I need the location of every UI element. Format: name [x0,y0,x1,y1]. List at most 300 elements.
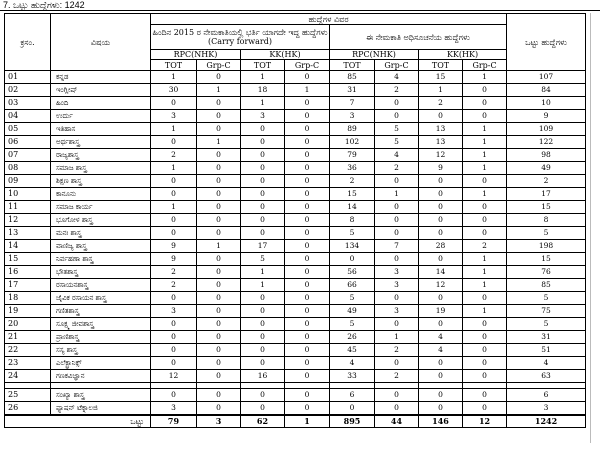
row-value-cell: 0 [375,110,419,123]
row-sl-no: 12 [5,214,51,227]
row-value-cell: 0 [419,227,463,240]
row-total-cell: 76 [507,266,586,279]
row-value-cell: 5 [375,123,419,136]
row-value-cell: 0 [463,331,507,344]
row-value-cell: 1 [463,136,507,149]
row-value-cell: 5 [330,292,375,305]
total-cell: 3 [197,415,241,428]
row-value-cell: 0 [285,357,330,370]
row-sl-no: 10 [5,188,51,201]
row-total-cell: 49 [507,162,586,175]
row-value-cell: 0 [241,344,285,357]
row-value-cell: 12 [419,149,463,162]
row-value-cell: 0 [197,214,241,227]
row-subject: ಉರ್ದು [51,110,151,123]
col-vacancy-details: ಹುದ್ದೆಗಳ ವಿವರ [151,14,507,25]
row-total-cell: 8 [507,214,586,227]
row-value-cell: 0 [151,97,197,110]
col-total-posts: ಒಟ್ಟು ಹುದ್ದೆಗಳು [507,14,586,71]
row-value-cell: 89 [330,123,375,136]
row-value-cell: 6 [330,389,375,402]
row-value-cell: 0 [285,214,330,227]
row-value-cell: 8 [330,214,375,227]
row-value-cell: 0 [241,389,285,402]
row-value-cell: 0 [375,175,419,188]
row-value-cell: 45 [330,344,375,357]
row-value-cell: 0 [419,214,463,227]
row-sl-no: 01 [5,71,51,84]
row-value-cell: 0 [197,344,241,357]
vacancy-table-container [4,13,585,428]
table-row [5,162,586,175]
table-row [5,97,586,110]
row-subject: ಕನ್ನಡ [51,71,151,84]
row-total-cell: 9 [507,110,586,123]
row-value-cell: 15 [330,188,375,201]
total-cell: 79 [151,415,197,428]
row-value-cell: 102 [330,136,375,149]
row-value-cell: 0 [463,402,507,416]
row-value-cell: 0 [197,149,241,162]
row-value-cell: 1 [197,240,241,253]
row-subject: ಎಲೆಕ್ಟ್ರಾನಿಕ್ಸ್ [51,357,151,370]
row-value-cell: 1 [151,123,197,136]
table-header [5,14,586,71]
row-value-cell: 0 [463,175,507,188]
row-sl-no: 11 [5,201,51,214]
row-value-cell: 0 [375,201,419,214]
row-value-cell: 1 [463,162,507,175]
row-value-cell: 0 [419,402,463,416]
table-row [5,318,586,331]
row-value-cell: 2 [375,344,419,357]
table-row [5,344,586,357]
row-value-cell: 0 [197,370,241,383]
row-value-cell: 0 [197,357,241,370]
total-cell: 1 [285,415,330,428]
row-value-cell: 13 [419,123,463,136]
row-value-cell: 3 [375,279,419,292]
row-value-cell: 5 [241,253,285,266]
row-subject: ಮನಃ ಶಾಸ್ತ್ರ [51,227,151,240]
row-value-cell: 0 [463,97,507,110]
row-total-cell: 198 [507,240,586,253]
row-value-cell: 0 [463,292,507,305]
row-value-cell: 0 [419,253,463,266]
row-value-cell: 79 [330,149,375,162]
row-value-cell: 0 [285,389,330,402]
col-current-notification: ಈ ನೇಮಕಾತಿ ಅಧಿಸೂಚನೆಯ ಹುದ್ದೆಗಳು [330,25,507,50]
row-value-cell: 0 [197,292,241,305]
row-value-cell: 0 [463,344,507,357]
row-value-cell: 0 [285,188,330,201]
table-row [5,110,586,123]
row-value-cell: 5 [330,227,375,240]
row-value-cell: 26 [330,331,375,344]
section-heading: 7. ಒಟ್ಟು ಹುದ್ದೆಗಳು: 1242 [0,0,600,11]
row-value-cell: 0 [419,389,463,402]
table-row [5,240,586,253]
row-value-cell: 0 [285,318,330,331]
row-value-cell: 0 [375,402,419,416]
row-value-cell: 0 [463,110,507,123]
row-value-cell: 16 [241,370,285,383]
row-value-cell: 2 [151,279,197,292]
row-value-cell: 3 [375,266,419,279]
row-value-cell: 0 [241,318,285,331]
row-value-cell: 9 [151,253,197,266]
row-value-cell: 0 [241,357,285,370]
row-value-cell: 0 [419,318,463,331]
row-value-cell: 0 [197,71,241,84]
row-value-cell: 0 [151,344,197,357]
row-total-cell: 98 [507,149,586,162]
table-row [5,227,586,240]
row-value-cell: 0 [241,305,285,318]
row-value-cell: 28 [419,240,463,253]
total-cell: 12 [463,415,507,428]
table-row [5,84,586,97]
col-cf-kk-tot: TOT [241,60,285,71]
row-value-cell: 0 [197,318,241,331]
row-value-cell: 4 [330,357,375,370]
col-cf-kk: KK(HK) [241,50,330,60]
table-row [5,201,586,214]
col-cur-kk: KK(HK) [419,50,507,60]
total-cell: 44 [375,415,419,428]
row-value-cell: 1 [241,97,285,110]
row-subject: ಸಸ್ಯ ಶಾಸ್ತ್ರ [51,344,151,357]
row-sl-no: 26 [5,402,51,416]
row-sl-no: 20 [5,318,51,331]
row-value-cell: 0 [285,149,330,162]
row-value-cell: 0 [285,123,330,136]
row-value-cell: 12 [419,279,463,292]
row-value-cell: 31 [330,84,375,97]
row-value-cell: 3 [375,305,419,318]
row-value-cell: 0 [241,175,285,188]
row-value-cell: 0 [419,357,463,370]
row-total-cell: 122 [507,136,586,149]
row-value-cell: 0 [285,370,330,383]
row-value-cell: 0 [151,214,197,227]
row-value-cell: 0 [285,279,330,292]
col-cf-rpc: RPC(NHK) [151,50,241,60]
row-value-cell: 0 [241,188,285,201]
row-total-cell: 17 [507,188,586,201]
row-value-cell: 0 [375,253,419,266]
table-row [5,389,586,402]
row-value-cell: 0 [419,110,463,123]
row-subject: ಸಮಾಜ ಕಾರ್ಯ [51,201,151,214]
row-total-cell: 5 [507,292,586,305]
row-subject: ಅರ್ಥಶಾಸ್ತ್ರ [51,136,151,149]
row-value-cell: 0 [419,188,463,201]
row-value-cell: 4 [419,331,463,344]
row-value-cell: 14 [330,201,375,214]
row-total-cell: 109 [507,123,586,136]
row-subject: ಭೂಗೋಳ ಶಾಸ್ತ್ರ [51,214,151,227]
row-value-cell: 0 [285,266,330,279]
row-value-cell: 134 [330,240,375,253]
row-sl-no: 24 [5,370,51,383]
row-value-cell: 0 [463,84,507,97]
row-value-cell: 0 [197,253,241,266]
row-value-cell: 3 [151,305,197,318]
row-subject: ರಸಾಯನಶಾಸ್ತ್ರ [51,279,151,292]
row-value-cell: 0 [285,227,330,240]
row-sl-no: 19 [5,305,51,318]
col-cur-rpc: RPC(NHK) [330,50,419,60]
col-subject: ವಿಷಯ [51,14,151,71]
grand-total-cell: 1242 [507,415,586,428]
row-total-cell: 31 [507,331,586,344]
table-row [5,175,586,188]
row-value-cell: 1 [241,279,285,292]
row-value-cell: 0 [285,305,330,318]
row-value-cell: 5 [375,136,419,149]
row-value-cell: 0 [285,201,330,214]
row-value-cell: 0 [197,97,241,110]
row-value-cell: 12 [151,370,197,383]
row-value-cell: 0 [151,331,197,344]
row-value-cell: 1 [241,71,285,84]
table-row [5,279,586,292]
row-value-cell: 7 [375,240,419,253]
vertical-scrollbar[interactable] [590,13,597,443]
row-subject: ಜೈವಿಕ ರಸಾಯನ ಶಾಸ್ತ್ರ [51,292,151,305]
row-value-cell: 0 [151,389,197,402]
row-sl-no: 06 [5,136,51,149]
row-sl-no: 05 [5,123,51,136]
row-value-cell: 0 [419,370,463,383]
row-value-cell: 9 [151,240,197,253]
col-cur-kk-grpc: Grp-C [463,60,507,71]
row-subject: ಭೌತಶಾಸ್ತ್ರ [51,266,151,279]
row-value-cell: 85 [330,71,375,84]
row-value-cell: 0 [375,357,419,370]
col-cur-rpc-tot: TOT [330,60,375,71]
row-subject: ಗಣಿತಶಾಸ್ತ್ರ [51,305,151,318]
row-value-cell: 0 [463,318,507,331]
row-total-cell: 5 [507,227,586,240]
row-value-cell: 0 [241,331,285,344]
row-subject: ಗಣಕವಿಜ್ಞಾನ [51,370,151,383]
row-value-cell: 2 [151,266,197,279]
row-value-cell: 0 [375,292,419,305]
row-sl-no: 13 [5,227,51,240]
table-row [5,136,586,149]
row-total-cell: 6 [507,389,586,402]
row-value-cell: 1 [285,84,330,97]
row-value-cell: 3 [151,110,197,123]
row-value-cell: 0 [241,162,285,175]
row-value-cell: 0 [463,227,507,240]
row-sl-no: 18 [5,292,51,305]
row-value-cell: 14 [419,266,463,279]
row-value-cell: 0 [285,110,330,123]
row-value-cell: 2 [375,84,419,97]
row-value-cell: 1 [463,253,507,266]
row-value-cell: 7 [330,97,375,110]
row-value-cell: 56 [330,266,375,279]
row-value-cell: 1 [463,71,507,84]
totals-label: ಒಟ್ಟು [5,415,151,428]
row-value-cell: 0 [197,110,241,123]
total-cell: 62 [241,415,285,428]
row-subject: ಶಿಕ್ಷಣ ಶಾಸ್ತ್ರ [51,175,151,188]
row-total-cell: 3 [507,402,586,416]
row-value-cell: 0 [241,227,285,240]
row-value-cell: 0 [375,214,419,227]
row-value-cell: 0 [463,389,507,402]
row-value-cell: 0 [285,292,330,305]
row-sl-no: 08 [5,162,51,175]
row-value-cell: 0 [197,266,241,279]
row-value-cell: 2 [419,97,463,110]
table-row [5,402,586,416]
row-subject: ಹಿಂದಿ [51,97,151,110]
row-value-cell: 0 [151,136,197,149]
row-value-cell: 4 [419,344,463,357]
row-value-cell: 1 [463,279,507,292]
row-value-cell: 0 [330,402,375,416]
row-subject: ಕಾನೂನು [51,188,151,201]
row-value-cell: 0 [285,344,330,357]
row-value-cell: 0 [419,201,463,214]
row-value-cell: 0 [375,97,419,110]
row-value-cell: 36 [330,162,375,175]
col-cf-rpc-grpc: Grp-C [197,60,241,71]
row-sl-no: 09 [5,175,51,188]
row-value-cell: 0 [419,292,463,305]
row-total-cell: 4 [507,357,586,370]
row-subject: ರಾಜ್ಯಶಾಸ್ತ್ರ [51,149,151,162]
row-value-cell: 0 [151,175,197,188]
row-value-cell: 0 [151,227,197,240]
row-value-cell: 1 [463,149,507,162]
row-value-cell: 0 [375,227,419,240]
row-subject: ಇತಿಹಾಸ [51,123,151,136]
row-value-cell: 0 [241,123,285,136]
row-subject: ಇಂಗ್ಲೀಷ್ [51,84,151,97]
row-value-cell: 1 [375,188,419,201]
row-value-cell: 0 [463,201,507,214]
row-value-cell: 0 [375,389,419,402]
row-value-cell: 0 [197,123,241,136]
row-value-cell: 0 [463,214,507,227]
row-total-cell: 85 [507,279,586,292]
row-sl-no: 17 [5,279,51,292]
row-sl-no: 04 [5,110,51,123]
row-subject: ಸೂಕ್ಷ್ಮ ಜೀವಶಾಸ್ತ್ರ [51,318,151,331]
row-value-cell: 0 [151,292,197,305]
row-value-cell: 1 [463,123,507,136]
row-sl-no: 03 [5,97,51,110]
table-row [5,71,586,84]
table-row [5,357,586,370]
table-row [5,305,586,318]
table-row [5,123,586,136]
row-value-cell: 1 [463,266,507,279]
row-value-cell: 0 [197,279,241,292]
row-value-cell: 30 [151,84,197,97]
row-subject: ಸಂಖ್ಯಾ ಶಾಸ್ತ್ರ [51,389,151,402]
row-subject: ಸಮಾಜ ಶಾಸ್ತ್ರ [51,162,151,175]
table-row [5,370,586,383]
row-value-cell: 0 [241,292,285,305]
row-value-cell: 0 [197,201,241,214]
row-total-cell: 51 [507,344,586,357]
row-value-cell: 0 [197,389,241,402]
row-value-cell: 0 [151,318,197,331]
row-value-cell: 0 [285,331,330,344]
row-value-cell: 1 [241,266,285,279]
row-value-cell: 0 [285,97,330,110]
row-value-cell: 0 [419,175,463,188]
col-cur-rpc-grpc: Grp-C [375,60,419,71]
row-value-cell: 0 [197,227,241,240]
table-row [5,266,586,279]
row-value-cell: 0 [330,253,375,266]
row-value-cell: 2 [151,149,197,162]
row-value-cell: 0 [285,136,330,149]
row-value-cell: 0 [285,402,330,416]
row-value-cell: 0 [151,188,197,201]
row-value-cell: 0 [197,175,241,188]
row-value-cell: 33 [330,370,375,383]
row-subject: ಪ್ರಾಣಿಶಾಸ್ತ್ರ [51,331,151,344]
row-total-cell: 84 [507,84,586,97]
row-total-cell: 5 [507,318,586,331]
row-value-cell: 1 [463,305,507,318]
row-total-cell: 75 [507,305,586,318]
row-value-cell: 2 [330,175,375,188]
row-total-cell: 10 [507,97,586,110]
row-total-cell: 15 [507,253,586,266]
row-value-cell: 1 [197,84,241,97]
row-value-cell: 2 [375,370,419,383]
col-sl-no: ಕ್ರಸಂ. [5,14,51,71]
row-value-cell: 15 [419,71,463,84]
row-total-cell: 63 [507,370,586,383]
col-carry-forward: ಹಿಂದಿನ 2015 ರ ನೇಮಕಾತಿಯಲ್ಲಿ ಭರ್ತಿ ಯಾಗದೇ ಇದ್ದ ಹುದ್ದೆಗಳು (Carry forward) [151,25,330,50]
row-value-cell: 19 [419,305,463,318]
total-cell: 895 [330,415,375,428]
row-sl-no: 23 [5,357,51,370]
row-value-cell: 0 [285,253,330,266]
row-value-cell: 0 [241,136,285,149]
col-cf-rpc-tot: TOT [151,60,197,71]
row-value-cell: 3 [241,110,285,123]
row-value-cell: 0 [285,71,330,84]
row-value-cell: 0 [375,318,419,331]
row-value-cell: 0 [197,402,241,416]
row-value-cell: 17 [241,240,285,253]
row-value-cell: 1 [197,136,241,149]
row-sl-no: 21 [5,331,51,344]
row-value-cell: 0 [151,357,197,370]
row-value-cell: 1 [151,71,197,84]
row-sl-no: 22 [5,344,51,357]
row-sl-no: 25 [5,389,51,402]
row-value-cell: 66 [330,279,375,292]
row-value-cell: 0 [285,240,330,253]
row-value-cell: 0 [197,188,241,201]
row-sl-no: 15 [5,253,51,266]
row-value-cell: 0 [241,201,285,214]
table-row [5,253,586,266]
